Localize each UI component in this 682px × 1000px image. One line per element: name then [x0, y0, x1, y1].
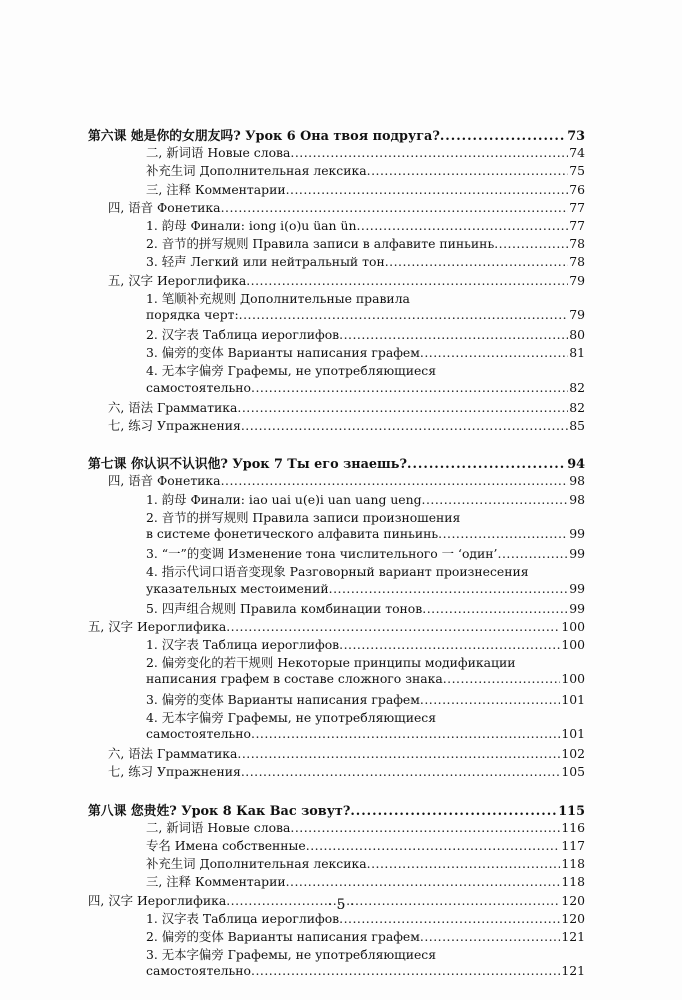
dot-leader — [339, 637, 560, 652]
toc-page-number: 94 — [567, 457, 585, 473]
dot-leader — [251, 726, 560, 741]
toc-lesson-heading[interactable] — [88, 453, 585, 471]
toc-entry[interactable] — [88, 490, 585, 508]
toc-entry[interactable] — [88, 307, 585, 325]
toc-entry[interactable] — [88, 325, 585, 343]
toc-entry[interactable] — [88, 818, 585, 836]
toc-entry-title: 二, 新词语 Новые слова — [146, 819, 291, 835]
toc-page-number: 75 — [569, 163, 585, 179]
toc-entry[interactable] — [88, 744, 585, 762]
toc-page-number: 101 — [561, 691, 585, 707]
dot-leader — [385, 254, 569, 269]
toc-page-number: 77 — [569, 199, 585, 215]
toc-page-number: 116 — [561, 819, 585, 835]
toc-entry-title: 2. 偏旁变化的若干规则 Некоторые принципы модификации — [146, 655, 516, 671]
toc-entry-title: 3. 偏旁的变体 Варианты написания графем — [146, 345, 420, 361]
dot-leader — [422, 601, 568, 616]
toc-entry-title: самостоятельно — [146, 726, 252, 741]
dot-leader — [350, 804, 557, 819]
toc-page-number: 80 — [569, 327, 585, 343]
dot-leader — [407, 457, 566, 472]
toc-page-number: 99 — [569, 600, 585, 616]
toc-entry[interactable] — [88, 945, 585, 963]
toc-entry[interactable] — [88, 653, 585, 671]
dot-leader — [251, 380, 568, 395]
toc-entry-title: 第六课 她是你的女朋友吗? Урок 6 Она твоя подруга? — [88, 129, 440, 144]
toc-lesson-heading[interactable] — [88, 125, 585, 143]
toc-page-number: 81 — [569, 345, 585, 361]
toc-entry-title: 1. 韵母 Финали: iao uai u(e)i uan uang ueng — [146, 491, 422, 507]
dot-leader — [440, 129, 566, 144]
toc-entry[interactable] — [88, 581, 585, 599]
dot-leader — [494, 236, 568, 251]
toc-entry-title: 2. 音节的拼写规则 Правила записи в алфавите пиньинь — [146, 236, 495, 252]
toc-entry[interactable] — [88, 471, 585, 489]
toc-page-number: 102 — [561, 746, 585, 762]
toc-entry-title: 3. “一”的变调 Изменение тона числительного 一 ‘один’ — [146, 546, 498, 562]
dot-leader — [367, 856, 561, 871]
toc-entry-title: 七, 练习 Упражнения — [108, 764, 241, 780]
toc-entry[interactable] — [88, 180, 585, 198]
dot-leader — [239, 307, 569, 322]
toc-entry[interactable] — [88, 617, 585, 635]
dot-leader — [286, 874, 561, 889]
toc-entry-title: 四, 语音 Фонетика — [108, 199, 221, 215]
toc-entry-title: указательных местоимений — [146, 580, 329, 596]
toc-entry[interactable] — [88, 762, 585, 780]
toc-entry[interactable] — [88, 726, 585, 744]
table-of-contents — [88, 125, 585, 1000]
toc-entry-title: 4. 无本字偏旁 Графемы, не употребляющиеся — [146, 709, 437, 725]
dot-leader — [420, 345, 568, 360]
toc-entry[interactable] — [88, 544, 585, 562]
dot-leader — [420, 692, 560, 707]
toc-entry-title: 3. 偏旁的变体 Варианты написания графем — [146, 691, 420, 707]
toc-entry-title: 5. 四声组合规则 Правила комбинации тонов — [146, 600, 423, 616]
dot-leader — [251, 963, 560, 978]
toc-entry-title: самостоятельно — [146, 963, 252, 979]
toc-entry[interactable] — [88, 599, 585, 617]
toc-lesson-heading[interactable] — [88, 800, 585, 818]
toc-section — [88, 800, 585, 982]
toc-entry-title: 1. 汉字表 Таблица иероглифов — [146, 637, 340, 653]
toc-entry-title: 4. 指示代词口语音变现象 Разговорный вариант произнесения — [146, 564, 529, 580]
toc-page-number: 85 — [569, 418, 585, 433]
toc-entry-title: порядка черт: — [146, 306, 239, 322]
dot-leader — [367, 163, 569, 178]
toc-page-number: 117 — [561, 837, 585, 853]
dot-leader — [438, 526, 568, 541]
toc-entry[interactable] — [88, 416, 585, 434]
toc-entry-title: 四, 语音 Фонетика — [108, 473, 221, 489]
toc-entry-title: 五, 汉字 Иероглифика — [88, 618, 227, 634]
toc-page-number: 120 — [561, 892, 585, 908]
dot-leader — [241, 764, 561, 779]
toc-page-number: 78 — [569, 236, 585, 252]
toc-page-number: 78 — [569, 254, 585, 270]
toc-page-number: 118 — [561, 856, 585, 872]
toc-page-number: 82 — [569, 379, 585, 395]
toc-page-number: 121 — [561, 928, 585, 944]
toc-entry-title: 专名 Имена собственные — [146, 837, 306, 853]
toc-page-number: 121 — [561, 963, 585, 979]
toc-entry[interactable] — [88, 562, 585, 580]
toc-page-number: 100 — [561, 618, 585, 634]
toc-entry-title: 2. 音节的拼写规则 Правила записи произношения — [146, 509, 461, 525]
toc-entry[interactable] — [88, 380, 585, 398]
toc-entry[interactable] — [88, 289, 585, 307]
toc-page-number: 73 — [567, 129, 585, 144]
toc-page-number: 77 — [569, 217, 585, 233]
toc-entry[interactable] — [88, 161, 585, 179]
toc-entry-title: 1. 汉字表 Таблица иероглифов — [146, 910, 340, 926]
toc-entry[interactable] — [88, 671, 585, 689]
toc-entry-title: 二, 新词语 Новые слова — [146, 145, 291, 161]
toc-page-number: 99 — [569, 546, 585, 562]
dot-leader — [498, 546, 569, 561]
toc-entry[interactable] — [88, 216, 585, 234]
page-number: · 5 · — [327, 897, 355, 913]
dot-leader — [246, 273, 568, 288]
toc-entry[interactable] — [88, 854, 585, 872]
dot-leader — [286, 182, 569, 197]
toc-entry-title: 四, 汉字 Иероглифика — [88, 892, 227, 908]
dot-leader — [329, 581, 569, 596]
toc-page-number: 99 — [569, 525, 585, 541]
toc-page-number: 115 — [558, 803, 585, 819]
toc-entry[interactable] — [88, 508, 585, 526]
toc-entry-title: написания графем в составе сложного знака — [146, 671, 443, 687]
toc-entry[interactable] — [88, 398, 585, 416]
toc-page-number: 98 — [569, 491, 585, 507]
toc-entry-title: 六, 语法 Грамматика — [108, 746, 238, 762]
dot-leader — [237, 746, 560, 761]
toc-entry[interactable] — [88, 927, 585, 945]
toc-entry[interactable] — [88, 836, 585, 854]
dot-leader — [339, 327, 568, 342]
toc-page-number: 105 — [561, 764, 585, 780]
toc-page-number: 101 — [561, 726, 585, 741]
toc-entry[interactable] — [88, 198, 585, 216]
toc-page-number: 79 — [569, 272, 585, 288]
toc-page-number: 98 — [569, 473, 585, 489]
toc-page-number: 118 — [561, 874, 585, 890]
toc-entry[interactable] — [88, 963, 585, 981]
dot-leader — [420, 929, 560, 944]
toc-entry-title: в системе фонетического алфавита пиньинь — [146, 525, 439, 541]
dot-leader — [237, 400, 568, 415]
toc-entry[interactable] — [88, 872, 585, 890]
toc-page-number: 100 — [561, 637, 585, 653]
toc-entry-title: 3. 无本字偏旁 Графемы, не употребляющиеся — [146, 947, 437, 963]
toc-entry-title: 2. 汉字表 Таблица иероглифов — [146, 327, 340, 343]
toc-page-number: 74 — [569, 145, 585, 161]
toc-entry-title: 七, 练习 Упражнения — [108, 418, 241, 433]
toc-entry-title: 第七课 你认识不认识他? Урок 7 Ты его знаешь? — [88, 457, 407, 473]
toc-page-number: 120 — [561, 910, 585, 926]
toc-entry[interactable] — [88, 143, 585, 161]
toc-page-number: 82 — [569, 399, 585, 415]
toc-entry[interactable] — [88, 234, 585, 252]
toc-section — [88, 125, 585, 434]
toc-entry-title: 补充生词 Дополнительная лексика — [146, 856, 367, 872]
toc-entry-title: 2. 偏旁的变体 Варианты написания графем — [146, 928, 420, 944]
toc-section — [88, 453, 585, 780]
toc-entry-title: 五, 汉字 Иероглифика — [108, 272, 247, 288]
dot-leader — [241, 418, 568, 433]
toc-entry-title: 3. 轻声 Легкий или нейтральный тон — [146, 254, 385, 270]
dot-leader — [443, 671, 561, 686]
dot-leader — [306, 838, 561, 853]
toc-entry[interactable] — [88, 635, 585, 653]
toc-entry-title: 三, 注释 Комментарии — [146, 874, 286, 890]
dot-leader — [356, 218, 568, 233]
toc-entry-title: 补充生词 Дополнительная лексика — [146, 163, 367, 179]
dot-leader — [226, 619, 560, 634]
dot-leader — [422, 492, 569, 507]
toc-entry-title: 三, 注释 Комментарии — [146, 181, 286, 197]
toc-entry[interactable] — [88, 361, 585, 379]
toc-entry-title: 1. 笔顺补充规则 Дополнительные правила — [146, 290, 410, 306]
toc-entry-title: 六, 语法 Грамматика — [108, 399, 238, 415]
toc-entry-title: 第八课 您贵姓? Урок 8 Как Вас зовут? — [88, 803, 351, 819]
dot-leader — [221, 200, 569, 215]
toc-page-number: 99 — [569, 580, 585, 596]
toc-page-number: 79 — [569, 306, 585, 322]
toc-entry[interactable] — [88, 343, 585, 361]
toc-entry[interactable] — [88, 690, 585, 708]
toc-entry-title: самостоятельно — [146, 379, 252, 395]
dot-leader — [290, 820, 560, 835]
toc-entry-title: 1. 韵母 Финали: iong i(o)u üan ün — [146, 217, 357, 233]
toc-entry[interactable] — [88, 526, 585, 544]
dot-leader — [221, 473, 569, 488]
toc-entry[interactable] — [88, 252, 585, 270]
toc-entry[interactable] — [88, 708, 585, 726]
toc-entry-title: 4. 无本字偏旁 Графемы, не употребляющиеся — [146, 363, 437, 379]
toc-page-number: 100 — [561, 671, 585, 687]
toc-entry[interactable] — [88, 271, 585, 289]
toc-page-number: 76 — [569, 181, 585, 197]
dot-leader — [290, 145, 568, 160]
